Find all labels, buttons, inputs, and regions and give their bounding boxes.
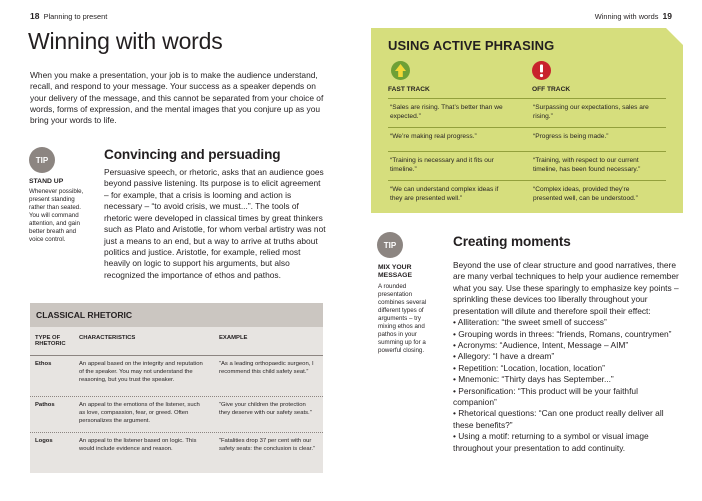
fast-track-phrase: “Sales are rising. That’s better than we expected.” <box>390 104 503 120</box>
table-row <box>30 356 323 397</box>
fast-track-phrase: “We can understand complex ideas if they are presented well.” <box>390 186 499 202</box>
fast-track-label: FAST TRACK <box>388 86 430 93</box>
up-arrow-icon <box>391 61 410 80</box>
fast-track-phrase: “Training is necessary and it fits our timeline.” <box>390 157 494 173</box>
section-content <box>453 260 681 454</box>
section-body: Beyond the use of clear structure and good narratives, there are many verbal techniques to help your audience remember what you say. Use these sparingly to emphasize key points – sprinkling these devices too liberally throughout your presentation will dilute and therefore spoil their effect: <box>453 260 679 316</box>
row-characteristics: An appeal to the emotions of the listener, such as love, compassion, fear, or greed. Often personalizes the argument. <box>79 402 200 424</box>
row-example: “Fatalities drop 37 per cent with our safety seats: the conclusion is clear.” <box>219 438 315 452</box>
row-type: Logos <box>35 438 53 444</box>
list-item: • Acronyms: “Audience, Intent, Message – AIM” <box>453 339 629 350</box>
row-example: “Give your children the protection they deserve with our safety seats.” <box>219 402 312 416</box>
table-row <box>30 397 323 433</box>
header-type: TYPE OF RHETORIC <box>35 335 66 347</box>
list-item: • Mnemonic: “Thirty days has September...” <box>453 374 614 385</box>
off-track-label: OFF TRACK <box>532 86 571 93</box>
active-phrasing-title: USING ACTIVE PHRASING <box>388 38 555 53</box>
intro-paragraph: When you make a presentation, your job is to make the audience understand, recall, and respond to your message. Your success as a speaker depends on your delivery of the message, and this cannot be separated from your choice of words, forms of expression, and the mental images that you conjure up as you bring your words to life. <box>30 70 324 126</box>
list-item: • Personification: “This product will be your faithful companion” <box>453 385 638 408</box>
right-page <box>351 0 702 501</box>
section-body: Persuasive speech, or rhetoric, asks that an audience goes beyond passive listening. Its purpose is to elicit agreement – for example, that a crisis is looming and action is necessary – “to avoid crisis, we must...”. The tools of rhetoric were developed in classical times by great thinkers such as Plato and Aristotle, for whom verbal artistry was not just a means to an end, but a way to arrive at truths about politics and justice. Aristotle, for example, relied most heavily on logic to support his arguments, but also recognized the importance of ethos and pathos. <box>104 167 326 280</box>
tip-text: A rounded presentation combines several different types of arguments – try mixing ethos and pathos in your summing up for a powerful closing. <box>378 283 427 354</box>
list-item: • Allegory: “I have a dream” <box>453 351 555 362</box>
tip-badge: TIP <box>377 232 403 258</box>
list-item: • Using a motif: returning to a symbol or visual image throughout your presentation to add continuity. <box>453 431 649 453</box>
folio-title: Planning to present <box>43 12 108 21</box>
header-characteristics: CHARACTERISTICS <box>79 335 136 341</box>
phrasing-row <box>388 98 666 128</box>
folio-right <box>595 11 672 21</box>
tip-badge: TIP <box>29 147 55 173</box>
row-example: “As a leading orthopaedic surgeon, I recommend this child safety seat.” <box>219 361 314 375</box>
section-heading: Creating moments <box>453 234 571 249</box>
row-characteristics: An appeal to the listener based on logic. This would include evidence and reason. <box>79 438 197 452</box>
list-item: • Repetition: “Location, location, location” <box>453 362 605 373</box>
phrasing-row <box>388 151 666 181</box>
phrasing-row <box>388 180 666 211</box>
exclamation-icon <box>532 61 551 80</box>
tip-heading: STAND UP <box>29 178 64 185</box>
active-phrasing-panel <box>371 28 683 213</box>
page-number: 18 <box>30 11 40 21</box>
folio-left <box>30 11 107 21</box>
classical-rhetoric-table <box>30 303 323 473</box>
off-track-phrase: “Complex ideas, provided they’re presented well, can be understood.” <box>533 186 638 202</box>
section-heading: Convincing and persuading <box>104 147 281 162</box>
page-number: 19 <box>662 11 672 21</box>
technique-list <box>453 317 681 454</box>
list-item: • Grouping words in threes: “friends, Romans, countrymen” <box>453 328 672 339</box>
list-item: • Rhetorical questions: “Can one product really deliver all these benefits?” <box>453 408 664 430</box>
tip-text: Whenever possible, present standing rather than seated. You will command attention, and gain better breath and voice control. <box>29 188 84 243</box>
page-title: Winning with words <box>28 28 223 54</box>
row-characteristics: An appeal based on the integrity and reputation of the speaker. You may not understand the reasoning, but you trust the speaker. <box>79 361 203 383</box>
header-example: EXAMPLE <box>219 335 248 341</box>
list-item: • Alliteration: “the sweet smell of success” <box>453 317 607 328</box>
folio-title: Winning with words <box>594 12 659 21</box>
table-row <box>30 433 323 473</box>
rhetoric-table-title: CLASSICAL RHETORIC <box>30 303 323 327</box>
phrasing-row <box>388 127 666 152</box>
fast-track-phrase: “We’re making real progress.” <box>390 133 477 140</box>
tip-heading: MIX YOUR MESSAGE <box>378 264 412 280</box>
rhetoric-table-header <box>30 327 323 356</box>
row-type: Ethos <box>35 361 52 367</box>
row-type: Pathos <box>35 402 55 408</box>
off-track-phrase: “Training, with respect to our current timeline, has been found necessary.” <box>533 157 641 173</box>
page-curl-corner <box>666 28 683 45</box>
off-track-phrase: “Surpassing our expectations, sales are rising.” <box>533 104 649 120</box>
off-track-phrase: “Progress is being made.” <box>533 133 609 140</box>
